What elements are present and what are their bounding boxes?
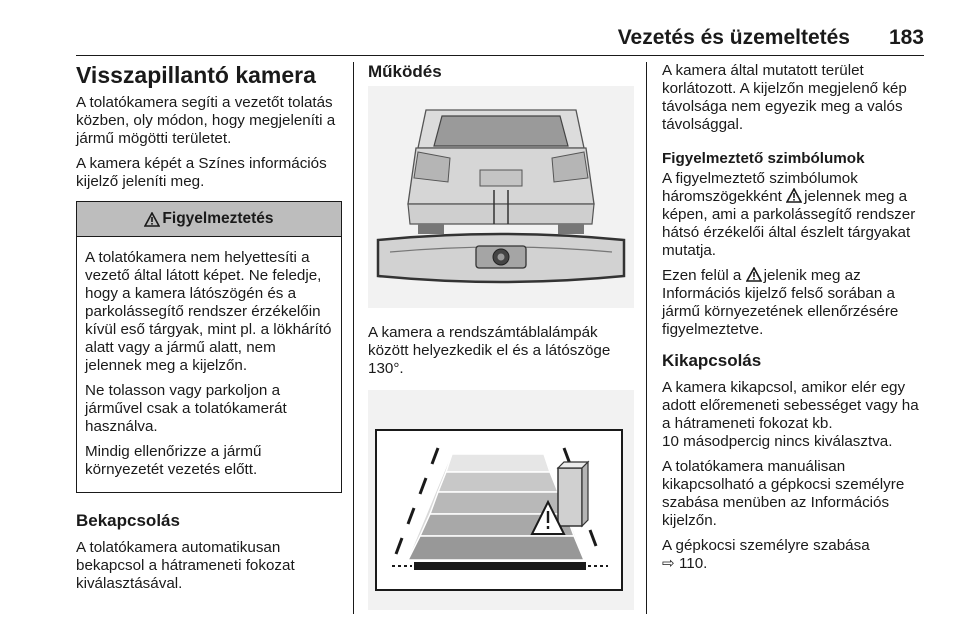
- deactivation-text-a: A kamera kikapcsol, amikor elér egy adott előremeneti sebességet vagy ha a hátrameneti fokozat kb.: [662, 379, 919, 432]
- warning-box-header: [77, 202, 341, 237]
- page-header: [0, 26, 960, 56]
- info-display-text-b: jelenik meg az Információs kijelző felső sorában a jármű környezetének ellenőrzésére figyelmeztetve.: [662, 267, 899, 338]
- info-display-text-a: Ezen felül a: [662, 267, 742, 284]
- deactivation-paragraph: [662, 379, 928, 451]
- intro-paragraph: A tolatókamera segíti a vezetőt tolatás közben, oly módon, hogy megjeleníti a jármű mögötti területet.: [76, 94, 336, 147]
- warning-symbols-text-b: jelennek meg a képen, ami a parkolássegítő rendszer hátsó érzékelői által észlelt tárgyakat mutatja.: [662, 188, 916, 259]
- info-display-paragraph: [662, 267, 928, 339]
- section-title: Visszapillantó kamera: [76, 62, 316, 88]
- area-paragraph: A kamera által mutatott terület korlátozott. A kijelzőn megjelenő kép távolsága nem egyezik meg a valós távolsággal.: [662, 62, 907, 133]
- display-paragraph: A kamera képét a Színes információs kijelző jeleníti meg.: [76, 155, 327, 190]
- car-rear-camera-illustration: [368, 86, 634, 308]
- column-1: [76, 62, 342, 600]
- warning-triangle-icon: [786, 188, 802, 203]
- column-divider-2: [646, 62, 647, 614]
- warning-symbols-paragraph: [662, 170, 928, 260]
- warning-box: [76, 201, 342, 493]
- camera-caption: A kamera a rendszámtáblalámpák között helyezkedik el és a látószöge 130°.: [368, 324, 611, 377]
- warning-box-body: [77, 237, 341, 492]
- column-2: [368, 62, 634, 610]
- header-rule: [76, 55, 924, 56]
- warning-paragraph-2: Ne tolasson vagy parkoljon a járművel csak a tolatókamerát használva.: [85, 382, 287, 435]
- activation-title: Bekapcsolás: [76, 511, 180, 530]
- warning-symbols-title: Figyelmeztető szimbólumok: [662, 150, 865, 167]
- manual-off-paragraph: A tolatókamera manuálisan kikapcsolható a gépkocsi személyre szabása menüben az Információs kijelzőn.: [662, 458, 905, 529]
- warning-triangle-icon: [746, 267, 762, 282]
- warning-triangle-icon: [144, 212, 160, 227]
- deactivation-text-b: 10 másodpercig nincs kiválasztva.: [662, 433, 893, 450]
- header-title: Vezetés és üzemeltetés: [617, 26, 850, 49]
- warning-symbols-text-a: A figyelmeztető szimbólumok háromszögekként: [662, 170, 858, 205]
- page-number: 183: [888, 26, 924, 49]
- warning-paragraph-1: A tolatókamera nem helyettesíti a vezető által látott képet. Ne feledje, hogy a kamera látószögén és a parkolássegítő rendszer érzékelőin kívül eső tárgyak, mint pl. a lökhárító alatt vagy a jármű alatt, nem jelennek meg a kijelzőn.: [85, 249, 332, 374]
- column-3: [662, 62, 928, 580]
- warning-paragraph-3: Mindig ellenőrizze a jármű környezetét vezetés előtt.: [85, 443, 262, 478]
- column-divider-1: [353, 62, 354, 614]
- camera-display-illustration: [368, 390, 634, 610]
- deactivation-title: Kikapcsolás: [662, 351, 762, 370]
- warning-heading: Figyelmeztetés: [162, 210, 274, 227]
- personalization-text: A gépkocsi személyre szabása: [662, 537, 870, 554]
- activation-paragraph: A tolatókamera automatikusan bekapcsol a hátrameneti fokozat kiválasztásával.: [76, 539, 295, 592]
- personalization-paragraph: [662, 537, 928, 573]
- page-reference-arrow-icon[interactable]: ⇨: [662, 555, 675, 572]
- operation-title: Működés: [368, 62, 442, 81]
- page-reference-number[interactable]: 110.: [678, 555, 708, 572]
